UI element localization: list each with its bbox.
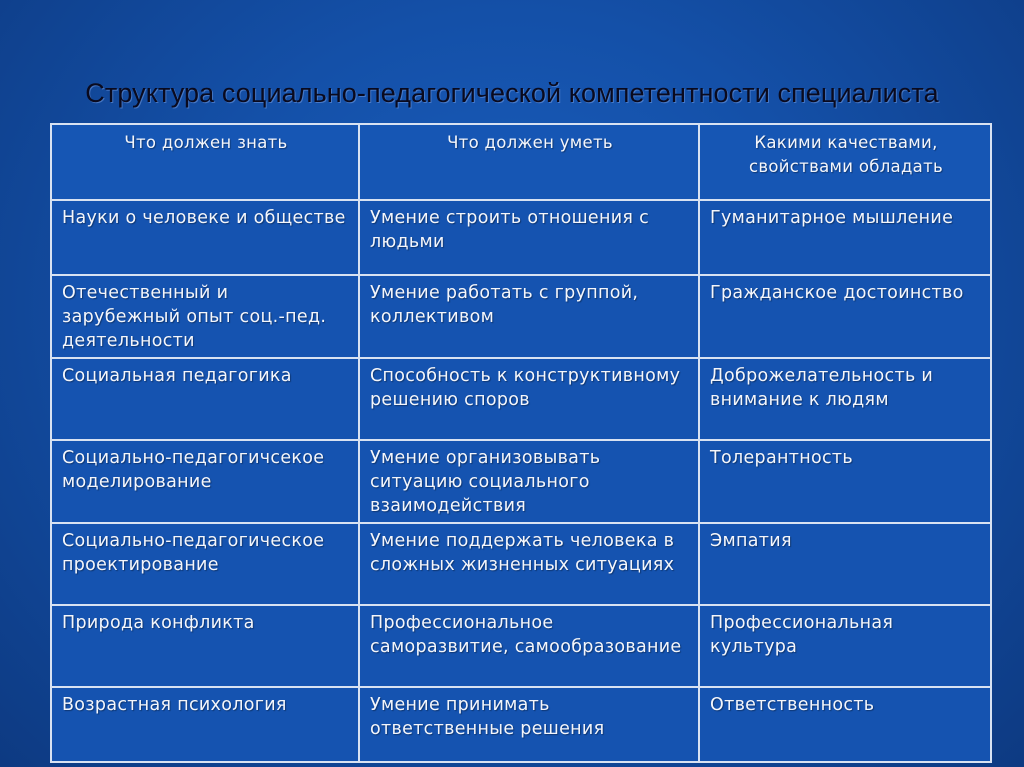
table-row	[51, 275, 991, 358]
table-row	[51, 440, 991, 523]
cell-know: Возрастная психология	[51, 687, 359, 762]
cell-know: Социальная педагогика	[51, 358, 359, 440]
cell-able: Умение работать с группой, коллективом	[359, 275, 699, 358]
cell-able: Умение строить отношения с людьми	[359, 200, 699, 275]
cell-quality: Ответственность	[699, 687, 991, 762]
header-able: Что должен уметь	[359, 124, 699, 200]
table-row	[51, 687, 991, 762]
table-header-row	[51, 124, 991, 200]
slide-title: Структура социально-педагогической компетентности специалиста	[85, 78, 939, 108]
cell-know: Социально-педагогическое проектирование	[51, 523, 359, 605]
cell-quality: Профессиональная культура	[699, 605, 991, 687]
cell-able: Профессиональное саморазвитие, самообразование	[359, 605, 699, 687]
cell-able: Умение организовывать ситуацию социального взаимодействия	[359, 440, 699, 523]
cell-know: Социально-педагогичсекое моделирование	[51, 440, 359, 523]
table-row	[51, 200, 991, 275]
cell-able: Умение принимать ответственные решения	[359, 687, 699, 762]
cell-quality: Гражданское достоинство	[699, 275, 991, 358]
table-row	[51, 523, 991, 605]
header-know: Что должен знать	[51, 124, 359, 200]
table-row	[51, 358, 991, 440]
cell-quality: Гуманитарное мышление	[699, 200, 991, 275]
cell-know: Природа конфликта	[51, 605, 359, 687]
cell-able: Способность к конструктивному решению споров	[359, 358, 699, 440]
cell-quality: Эмпатия	[699, 523, 991, 605]
cell-quality: Толерантность	[699, 440, 991, 523]
competence-table	[50, 123, 992, 763]
cell-quality: Доброжелательность и внимание к людям	[699, 358, 991, 440]
cell-know: Науки о человеке и обществе	[51, 200, 359, 275]
table-row	[51, 605, 991, 687]
cell-know: Отечественный и зарубежный опыт соц.-пед. деятельности	[51, 275, 359, 358]
cell-able: Умение поддержать человека в сложных жизненных ситуациях	[359, 523, 699, 605]
header-qualities: Какими качествами, свойствами обладать	[699, 124, 991, 200]
